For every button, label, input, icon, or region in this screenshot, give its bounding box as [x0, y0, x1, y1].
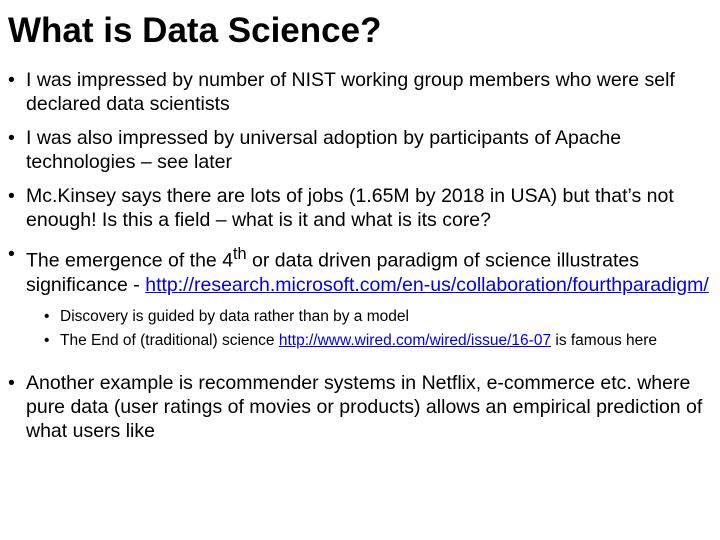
bullet-item	[8, 371, 714, 443]
bullet-text: Another example is recommender systems in Netflix, e-commerce etc. where pure data (user ratings of movies or products) allows an empirical prediction of what users like	[26, 371, 703, 442]
bullet-dot: •	[44, 331, 50, 349]
sub-bullet-text: Discovery is guided by data rather than by a model	[60, 307, 409, 325]
fourth-paradigm-link[interactable]: http://research.microsoft.com/en-us/collaboration/fourthparadigm/	[145, 273, 709, 296]
bullet-text-pre: The emergence of the 4	[26, 249, 234, 272]
slide-title: What is Data Science?	[8, 11, 382, 50]
bullet-item	[8, 68, 714, 116]
bullet-dot: •	[8, 371, 15, 394]
wired-link[interactable]: http://www.wired.com/wired/issue/16-07	[278, 331, 552, 349]
bullet-item	[8, 184, 714, 232]
sub-bullet-list	[8, 307, 714, 351]
bullet-text: I was also impressed by universal adoption by participants of Apache technologies – see later	[26, 127, 622, 173]
bullet-text: Mc.Kinsey says there are lots of jobs (1.65M by 2018 in USA) but that’s not enough! Is this a field – what is it and what is its core?	[26, 185, 674, 231]
sub-bullet-text-pre: The End of (traditional) science	[60, 331, 279, 349]
bullet-dot: •	[8, 127, 15, 149]
bullet-dot: •	[8, 185, 15, 207]
superscript-th: th	[233, 245, 247, 263]
bullet-list	[8, 68, 714, 453]
bullet-dot: •	[8, 243, 15, 265]
bullet-text: I was impressed by number of NIST working group members who were self declared data scientists	[26, 69, 675, 115]
bullet-dot: •	[8, 69, 15, 91]
bullet-text-mid: or data driven paradigm of science illustrates significance -	[26, 249, 639, 296]
bullet-item	[8, 126, 714, 174]
sub-bullet-text-post: is famous here	[551, 331, 658, 349]
sub-bullet-item	[8, 307, 714, 327]
sub-bullet-item	[8, 331, 714, 351]
bullet-item	[8, 242, 714, 297]
bullet-dot: •	[44, 307, 50, 325]
